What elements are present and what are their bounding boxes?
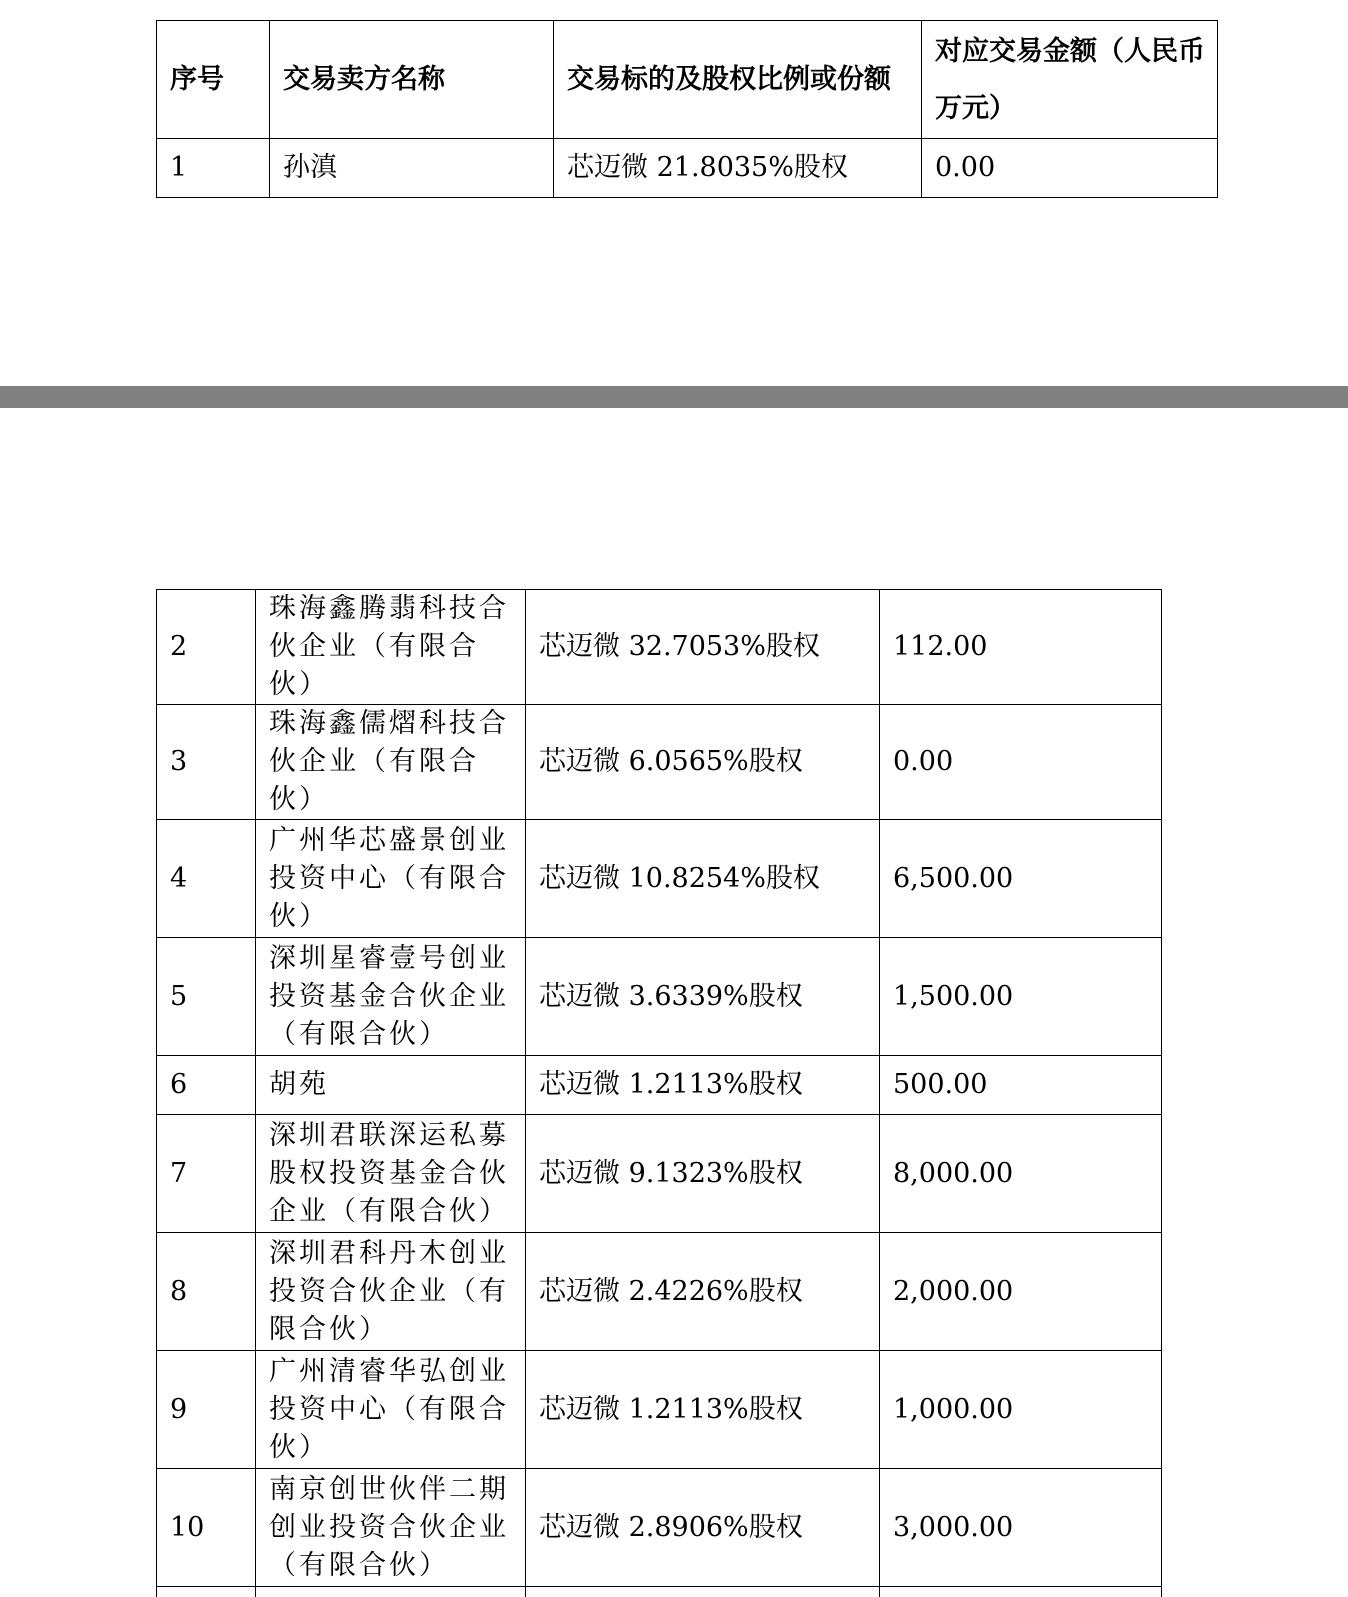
header-no: 序号 [157, 21, 270, 139]
row-amount: 2,000.00 [880, 1233, 1162, 1351]
row-no: 2 [157, 590, 256, 705]
row-seller: 胡苑 [256, 1056, 526, 1115]
row-no: 6 [157, 1056, 256, 1115]
row-target: 芯迈微 10.8254%股权 [526, 820, 880, 938]
table-row [157, 938, 1162, 1056]
row-no: 3 [157, 705, 256, 820]
table-row [157, 1233, 1162, 1351]
row-amount: 500.00 [880, 1056, 1162, 1115]
row-amount: 8,000.00 [880, 1115, 1162, 1233]
row-no: 9 [157, 1351, 256, 1469]
row-amount: 0.00 [880, 705, 1162, 820]
row-no: 8 [157, 1233, 256, 1351]
table-row [157, 590, 1162, 705]
header-amount: 对应交易金额（人民币万元） [922, 21, 1218, 139]
row-target: 芯迈微 1.2113%股权 [526, 1056, 880, 1115]
row-amount: 3,000.00 [880, 1469, 1162, 1587]
row-seller: 珠海鑫腾翡科技合伙企业（有限合伙） [256, 590, 526, 705]
header-target: 交易标的及股权比例或份额 [554, 21, 922, 139]
header-seller: 交易卖方名称 [270, 21, 554, 139]
row-target: 芯迈微 6.0565%股权 [526, 705, 880, 820]
row-seller: 孙滇 [270, 139, 554, 198]
table-row [157, 139, 1218, 198]
row-seller: 南京创世伙伴二期创业投资合伙企业（有限合伙） [256, 1469, 526, 1587]
row-seller: 广州华芯盛景创业投资中心（有限合伙） [256, 820, 526, 938]
table-row [157, 1115, 1162, 1233]
transaction-table-page-1 [156, 20, 1218, 198]
row-seller: 广州清睿华弘创业投资中心（有限合伙） [256, 1351, 526, 1469]
row-no: 4 [157, 820, 256, 938]
row-amount: 1,500.00 [880, 938, 1162, 1056]
row-target: 芯迈微 1.2113%股权 [526, 1351, 880, 1469]
row-amount: 112.00 [880, 590, 1162, 705]
row-amount: 0.00 [922, 139, 1218, 198]
document-page-2 [0, 408, 1348, 1581]
row-no: 7 [157, 1115, 256, 1233]
row-seller: 深圳星睿壹号创业投资基金合伙企业（有限合伙） [256, 938, 526, 1056]
table-row [157, 820, 1162, 938]
row-seller: 深圳君联深运私募股权投资基金合伙企业（有限合伙） [256, 1115, 526, 1233]
row-target: 芯迈微 32.7053%股权 [526, 590, 880, 705]
table-header-row [157, 21, 1218, 139]
row-no: 10 [157, 1469, 256, 1587]
row-seller: 珠海鑫儒熠科技合伙企业（有限合伙） [256, 705, 526, 820]
row-target: 芯迈微 21.8035%股权 [554, 139, 922, 198]
transaction-table-page-2 [156, 589, 1162, 1597]
table-row-cut-off [157, 1587, 1162, 1597]
table-row [157, 1351, 1162, 1469]
document-page-1 [0, 0, 1348, 386]
table-row [157, 1056, 1162, 1115]
row-seller: 深圳君科丹木创业投资合伙企业（有限合伙） [256, 1233, 526, 1351]
page-separator [0, 386, 1348, 408]
row-amount: 6,500.00 [880, 820, 1162, 938]
row-no: 1 [157, 139, 270, 198]
row-target: 芯迈微 2.8906%股权 [526, 1469, 880, 1587]
row-target: 芯迈微 2.4226%股权 [526, 1233, 880, 1351]
row-target: 芯迈微 3.6339%股权 [526, 938, 880, 1056]
row-amount: 1,000.00 [880, 1351, 1162, 1469]
table-row [157, 1469, 1162, 1587]
row-no: 5 [157, 938, 256, 1056]
row-target: 芯迈微 9.1323%股权 [526, 1115, 880, 1233]
table-row [157, 705, 1162, 820]
